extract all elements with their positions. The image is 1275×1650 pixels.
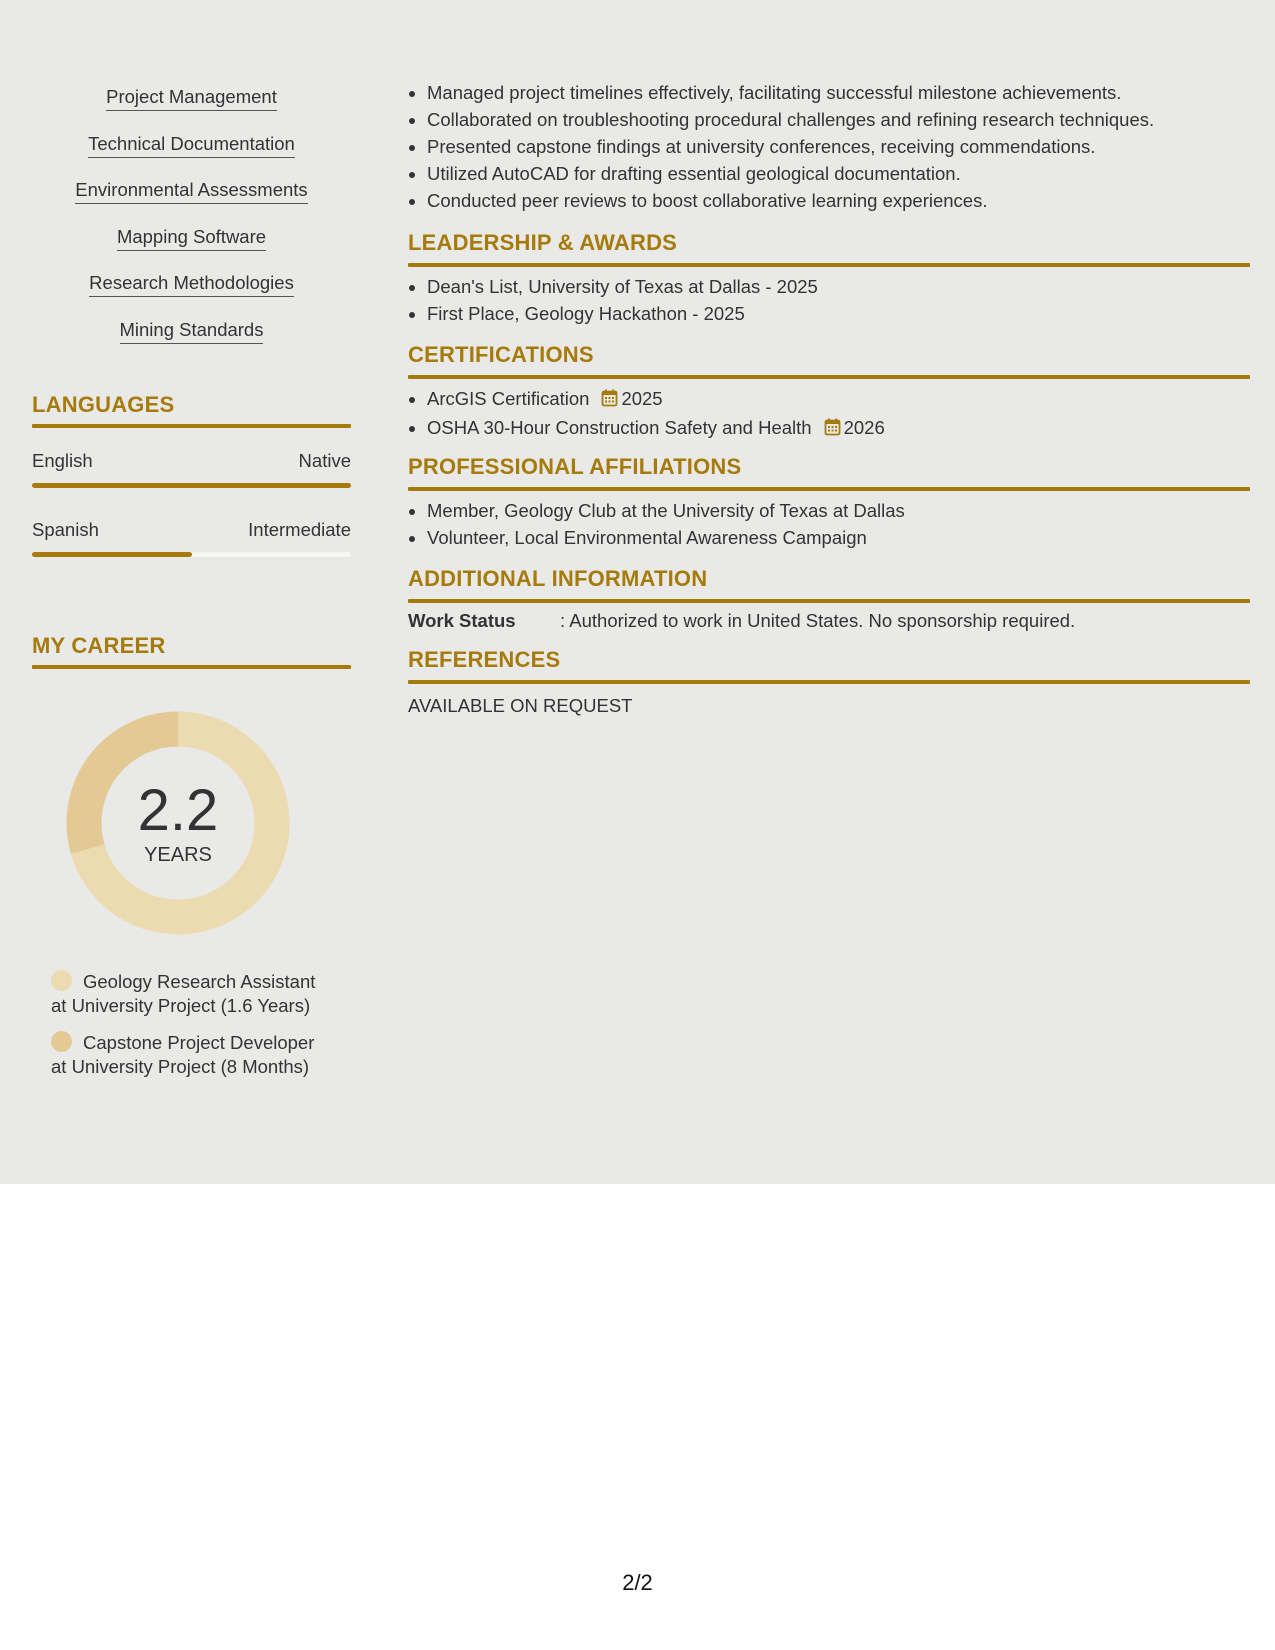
experience-bullet: • Collaborated on troubleshooting procedural challenges and refining research techniques.: [427, 106, 1250, 133]
work-status-row: [408, 607, 1250, 634]
certification-name: OSHA 30-Hour Construction Safety and Health: [427, 417, 812, 438]
career-legend: [51, 970, 341, 1092]
languages-heading: [32, 392, 351, 428]
experience-bullet: • Presented capstone findings at university conferences, receiving commendations.: [427, 133, 1250, 160]
legend-dot: [51, 1031, 72, 1052]
page-number: 2/2: [622, 1570, 653, 1595]
experience-bullet: • Conducted peer reviews to boost collaborative learning experiences.: [427, 187, 1250, 214]
section-divider: [32, 665, 351, 669]
experience-bullets: [408, 79, 1250, 214]
language-name: Spanish: [32, 519, 99, 540]
experience-bullet: • Utilized AutoCAD for drafting essential geological documentation.: [427, 160, 1250, 187]
career-total-years: 2.2: [137, 778, 219, 843]
leadership-item: • First Place, Geology Hackathon - 2025: [427, 300, 1250, 327]
leadership-title: LEADERSHIP & AWARDS: [408, 230, 678, 255]
certification-name: ArcGIS Certification: [427, 388, 590, 409]
language-level: Native: [298, 450, 351, 471]
certification-item: [427, 414, 1250, 443]
legend-role: Capstone Project Developer: [83, 1032, 315, 1053]
leadership-item: • Dean's List, University of Texas at Dallas - 2025: [427, 273, 1250, 300]
skill-item: Mapping Software: [117, 226, 266, 251]
section-divider: [408, 375, 1250, 379]
skill-item: Research Methodologies: [89, 272, 294, 297]
section-divider: [32, 424, 351, 428]
language-level: Intermediate: [248, 519, 351, 540]
affiliations-section: [408, 454, 1250, 551]
certifications-section: [408, 342, 1250, 443]
skill-item: Environmental Assessments: [75, 179, 307, 204]
language-proficiency-fill: [32, 483, 351, 488]
language-proficiency-fill: [32, 552, 192, 557]
leadership-section: [408, 230, 1250, 327]
certifications-title: CERTIFICATIONS: [408, 342, 594, 367]
affiliation-item: • Member, Geology Club at the University of Texas at Dallas: [427, 497, 1250, 524]
language-name: English: [32, 450, 93, 471]
references-section: [408, 647, 1250, 719]
section-divider: [408, 680, 1250, 684]
section-divider: [408, 599, 1250, 603]
certification-item: [427, 385, 1250, 414]
experience-bullet: • Managed project timelines effectively, facilitating successful milestone achievements.: [427, 79, 1250, 106]
career-title: MY CAREER: [32, 633, 166, 658]
certification-year: 2025: [621, 388, 663, 409]
legend-detail: at University Project (1.6 Years): [51, 995, 311, 1016]
affiliation-item: • Volunteer, Local Environmental Awareness Campaign: [427, 524, 1250, 551]
affiliations-title: PROFESSIONAL AFFILIATIONS: [408, 454, 742, 479]
calendar-icon: [824, 416, 841, 443]
language-english: [32, 450, 351, 488]
career-heading: [32, 633, 351, 669]
skills-list: [32, 86, 351, 365]
calendar-icon: [601, 387, 618, 414]
legend-item: [51, 1031, 341, 1079]
work-status-value: : Authorized to work in United States. No sponsorship required.: [560, 610, 1076, 631]
references-text: AVAILABLE ON REQUEST: [408, 695, 633, 716]
certification-year: 2026: [843, 417, 885, 438]
additional-info-title: ADDITIONAL INFORMATION: [408, 566, 708, 591]
skill-item: Technical Documentation: [88, 133, 295, 158]
languages-title: LANGUAGES: [32, 392, 175, 417]
legend-detail: at University Project (8 Months): [51, 1056, 310, 1077]
work-status-label: Work Status: [408, 610, 516, 631]
legend-role: Geology Research Assistant: [83, 971, 316, 992]
language-proficiency-bar: [32, 552, 351, 557]
section-divider: [408, 487, 1250, 491]
career-years-unit: YEARS: [144, 844, 212, 866]
section-divider: [408, 263, 1250, 267]
language-spanish: [32, 519, 351, 557]
legend-dot: [51, 970, 72, 991]
references-title: REFERENCES: [408, 647, 561, 672]
skill-item: Project Management: [106, 86, 277, 111]
legend-item: [51, 970, 341, 1018]
skill-item: Mining Standards: [120, 319, 264, 344]
language-proficiency-bar: [32, 483, 351, 488]
additional-info-section: [408, 566, 1250, 634]
